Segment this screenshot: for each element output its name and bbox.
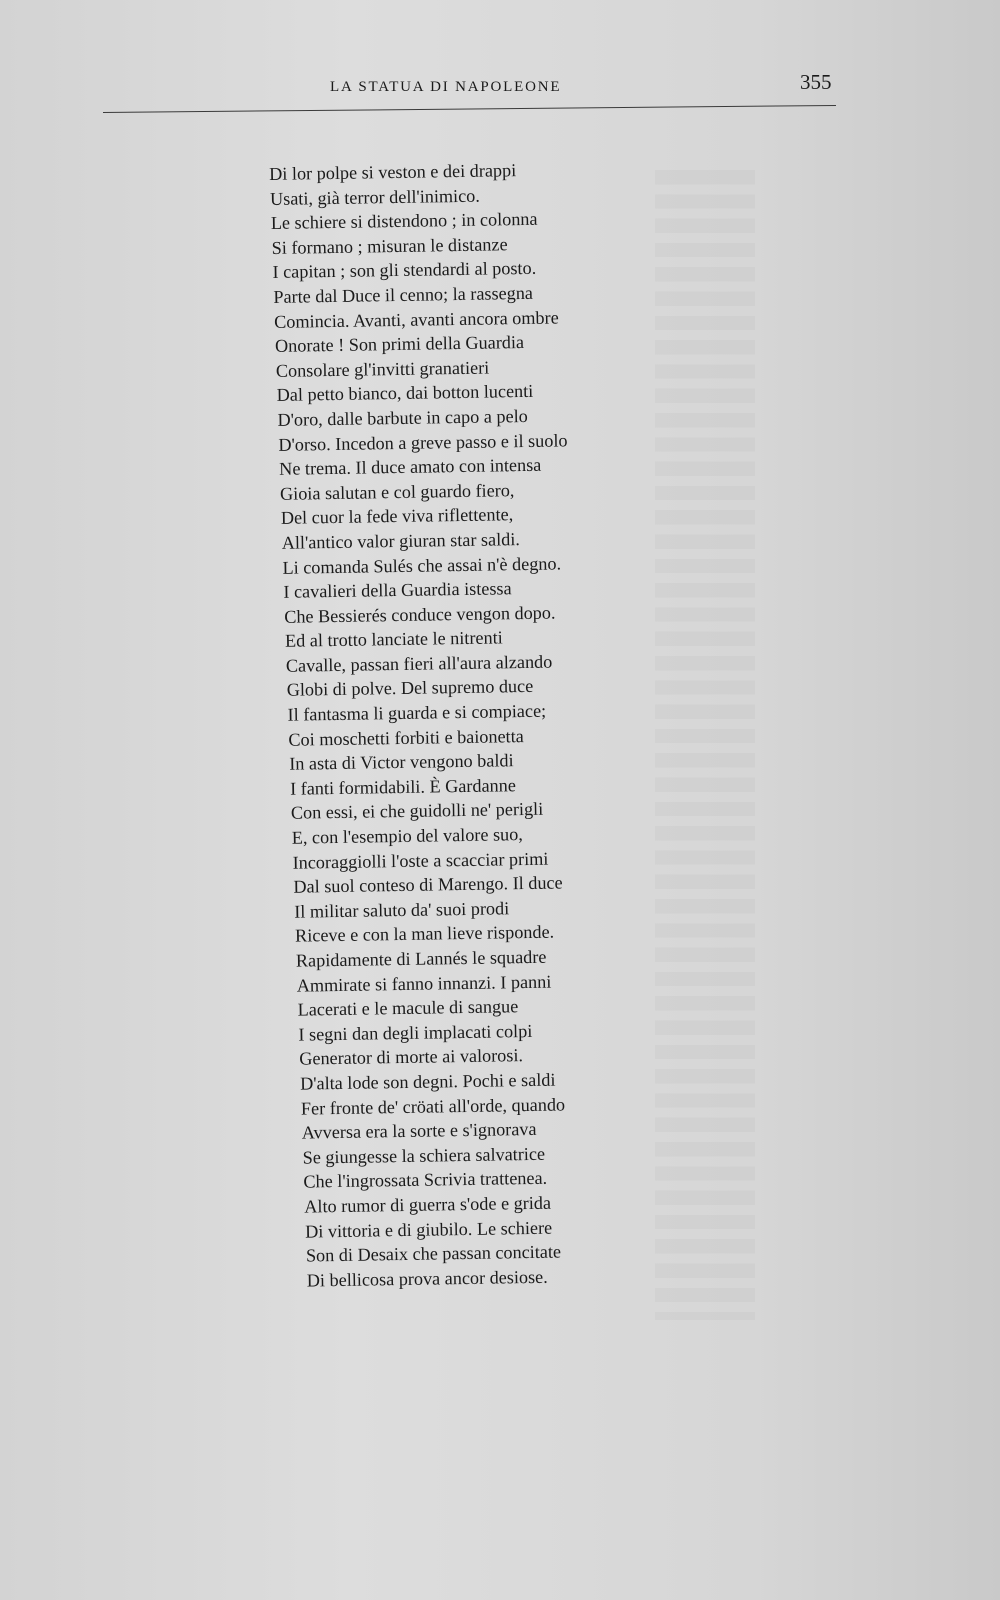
header-rule bbox=[103, 105, 836, 113]
verse-line: Dal suol conteso di Marengo. Il duce bbox=[293, 872, 563, 897]
verse-line: Ed al trotto lanciate le nitrenti bbox=[284, 627, 503, 652]
verse-line: Coi moschetti forbiti e baionetta bbox=[288, 725, 524, 750]
verse-line: Che Bessierés conduce vengon dopo. bbox=[284, 602, 556, 627]
verse-line: Usati, già terror dell'inimico. bbox=[269, 185, 481, 209]
verse-line: Se giungesse la schiera salvatrice bbox=[302, 1143, 546, 1168]
verse-line: D'alta lode son degni. Pochi e saldi bbox=[299, 1069, 556, 1094]
page-number: 355 bbox=[800, 70, 832, 94]
verse-line: Comincia. Avanti, avanti ancora ombre bbox=[274, 307, 559, 332]
verse-line: Con essi, ei che guidolli ne' perigli bbox=[290, 799, 544, 824]
verse-line: Ammirate si fanno innanzi. I panni bbox=[296, 971, 552, 996]
verse-line: Gioia salutan e col guardo fiero, bbox=[279, 479, 515, 504]
verse-line: I segni dan degli implacati colpi bbox=[298, 1020, 533, 1045]
running-title: LA STATUA DI NAPOLEONE bbox=[330, 79, 562, 95]
verse-line: I cavalieri della Guardia istessa bbox=[283, 578, 512, 602]
verse-line: Consolare gl'invitti granatieri bbox=[275, 357, 490, 381]
verse-line: Son di Desaix che passan concitate bbox=[305, 1241, 562, 1266]
verse-line: Onorate ! Son primi della Guardia bbox=[274, 332, 525, 357]
verse-line: Di lor polpe si veston e dei drappi bbox=[269, 160, 517, 184]
verse-line: Dal petto bianco, dai botton lucenti bbox=[276, 381, 534, 406]
verse-line: Generator di morte ai valorosi. bbox=[299, 1045, 524, 1070]
verse-line: Li comanda Sulés che assai n'è degno. bbox=[282, 552, 562, 578]
verse-line: Di bellicosa prova ancor desiose. bbox=[306, 1266, 548, 1291]
verse-line: D'orso. Incedon a greve passo e il suolo bbox=[278, 429, 568, 455]
verse-line: Alto rumor di guerra s'ode e grida bbox=[304, 1192, 552, 1217]
verse-line: Riceve e con la man lieve risponde. bbox=[294, 922, 555, 947]
verse-line: Parte dal Duce il cenno; la rassegna bbox=[273, 282, 534, 307]
verse-line: D'oro, dalle barbute in capo a pelo bbox=[277, 405, 528, 430]
verse-line: E, con l'esempio del valore suo, bbox=[291, 824, 523, 848]
verse-line: Le schiere si distendono ; in colonna bbox=[270, 208, 538, 234]
verse-line: Si formano ; misuran le distanze bbox=[271, 234, 508, 258]
verse-line: Di vittoria e di giubilo. Le schiere bbox=[304, 1217, 553, 1242]
verse-line: Del cuor la fede viva riflettente, bbox=[280, 504, 514, 529]
verse-line: Rapidamente di Lannés le squadre bbox=[295, 946, 547, 971]
verse-line: Fer fronte de' cröati all'orde, quando bbox=[300, 1094, 566, 1119]
verse-line: Cavalle, passan fieri all'aura alzando bbox=[285, 651, 553, 676]
verse-line: In asta di Victor vengono baldi bbox=[289, 750, 514, 775]
verse-line: Ne trema. Il duce amato con intensa bbox=[279, 454, 542, 480]
verse-line: Il militar saluto da' suoi prodi bbox=[294, 898, 510, 922]
verse-line: Che l'ingrossata Scrivia trattenea. bbox=[303, 1168, 548, 1192]
verse-line: Incoraggiolli l'oste a scacciar primi bbox=[292, 848, 549, 873]
verse-line: All'antico valor giuran star saldi. bbox=[281, 529, 521, 553]
verse-line: Globi di polve. Del supremo duce bbox=[286, 676, 534, 701]
verse-line: Il fantasma li guarda e si compiace; bbox=[287, 700, 547, 725]
verse-line: Avversa era la sorte e s'ignorava bbox=[301, 1119, 537, 1143]
verse-line: I capitan ; son gli stendardi al posto. bbox=[272, 258, 537, 283]
poem-verse bbox=[269, 155, 707, 1293]
verse-line: Lacerati e le macule di sangue bbox=[297, 996, 519, 1020]
verse-line: I fanti formidabili. È Gardanne bbox=[289, 775, 516, 799]
